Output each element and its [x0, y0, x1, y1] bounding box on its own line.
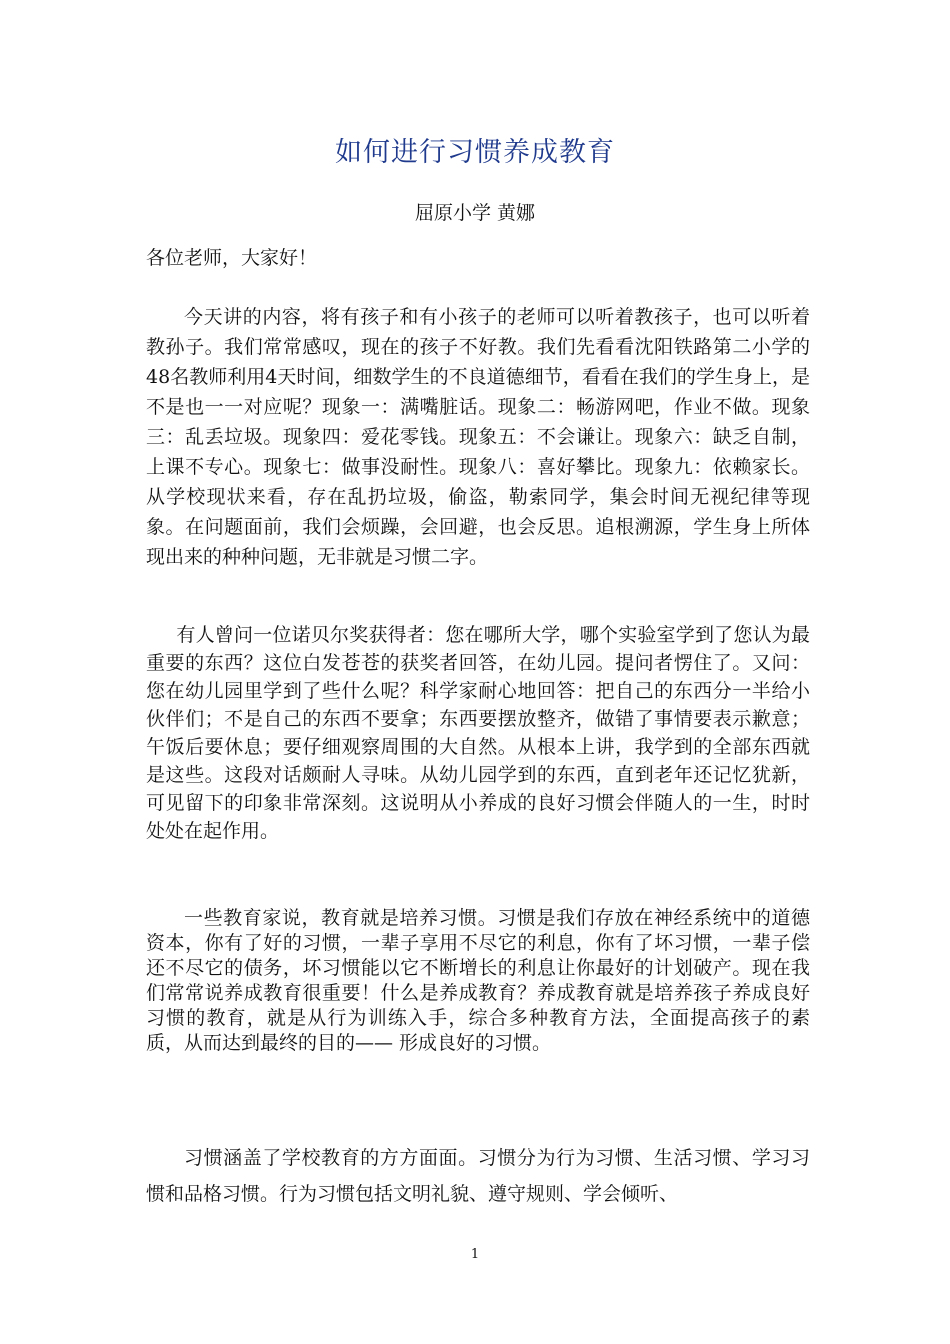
paragraph-4: 习惯涵盖了学校教育的方方面面。习惯分为行为习惯、生活习惯、学习习惯和品格习惯。行为习惯包括文明礼貌、遵守规则、学会倾听、	[146, 1147, 810, 1205]
paragraph-2: 有人曾问一位诺贝尔奖获得者：您在哪所大学，哪个实验室学到了您认为最重要的东西？这位白发苍苍的获奖者回答，在幼儿园。提问者愣住了。又问：您在幼儿园里学到了些什么呢？科学家耐心地回答：把自己的东西分一半给小伙伴们；不是自己的东西不要拿；东西要摆放整齐，做错了事情要表示歉意；午饭后要休息；要仔细观察周围的大自然。从根本上讲，我学到的全部东西就是这些。这段对话颇耐人寻味。从幼儿园学到的东西，直到老年还记忆犹新，可见留下的印象非常深刻。这说明从小养成的良好习惯会伴随人的一生，时时处处在起作用。	[146, 624, 810, 842]
document-title: 如何进行习惯养成教育	[335, 137, 615, 168]
greeting: 各位老师，大家好！	[146, 247, 318, 269]
paragraph-1: 今天讲的内容，将有孩子和有小孩子的老师可以听着教孩子，也可以听着教孙子。我们常常感叹，现在的孩子不好教。我们先看看沈阳铁路第二小学的48名教师利用4天时间，细数学生的不良道德细节，看看在我们的学生身上，是不是也一一对应呢？现象一：满嘴脏话。现象二：畅游网吧，作业不做。现象三：乱丢垃圾。现象四：爱花零钱。现象五：不会谦让。现象六：缺乏自制，上课不专心。现象七：做事没耐性。现象八：喜好攀比。现象九：依赖家长。从学校现状来看，存在乱扔垃圾，偷盗，勒索同学，集会时间无视纪律等现象。在问题面前，我们会烦躁，会回避，也会反思。追根溯源，学生身上所体现出来的种种问题，无非就是习惯二字。	[146, 306, 810, 568]
page-number: 1	[470, 1247, 480, 1262]
author-line: 屈原小学 黄娜	[414, 202, 536, 224]
paragraph-3: 一些教育家说，教育就是培养习惯。习惯是我们存放在神经系统中的道德资本，你有了好的习惯，一辈子享用不尽它的利息，你有了坏习惯，一辈子偿还不尽它的债务，坏习惯能以它不断增长的利息让你最好的计划破产。现在我们常常说养成教育很重要！什么是养成教育？养成教育就是培养孩子养成良好习惯的教育，就是从行为训练入手，综合多种教育方法，全面提高孩子的素质，从而达到最终的目的—— 形成良好的习惯。	[146, 907, 810, 1054]
